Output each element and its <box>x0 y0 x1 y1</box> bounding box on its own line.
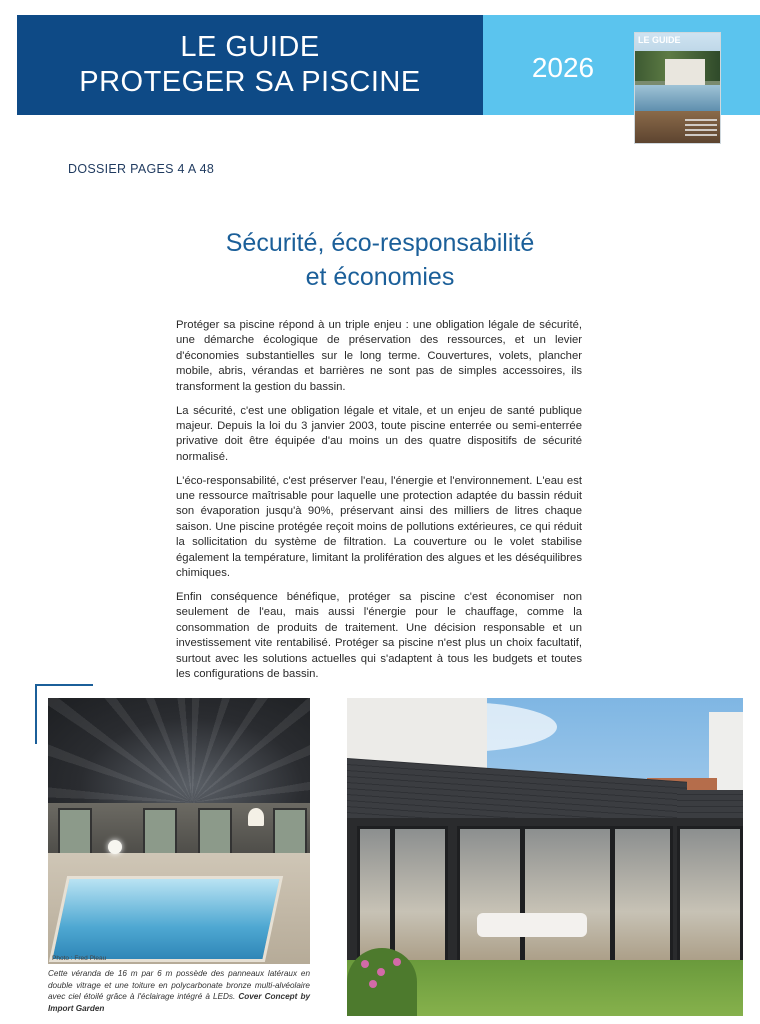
cover-text-lines <box>685 119 717 139</box>
photo-caption <box>48 968 310 1014</box>
magazine-cover-thumbnail[interactable] <box>634 32 721 144</box>
veranda-pool-photo <box>48 698 310 964</box>
dossier-label: DOSSIER PAGES 4 A 48 <box>68 162 215 176</box>
caption-brand: Cover Concept by Import Garden <box>48 992 310 1013</box>
article-title-line1: Sécurité, éco-responsabilité <box>225 229 535 257</box>
paragraph: Protéger sa piscine répond à un triple enjeu : une obligation légale de sécurité, une démarche écologique de préservation des ressources, et un levier d'économies substantielles sur le long terme. Couvertures, volets, plancher mobile, abris, vérandas et barrières ne sont pas de simples accessoires, ils transforment la gestion du bassin. <box>176 319 582 393</box>
cover-title: LE GUIDE <box>638 35 681 45</box>
article-body <box>176 318 582 691</box>
caption-text: Cette véranda de 16 m par 6 m possède des panneaux latéraux en double vitrage et une toiture en polycarbonate bronze multi-alvéolaire avec ciel étoilé grâce à l'éclairage intégré à LEDs. <box>48 969 310 1001</box>
photo-credit: Photo : Fred Pleau <box>52 955 107 962</box>
header-title-line2: PROTEGER SA PISCINE <box>79 66 421 98</box>
article-title-line2: et économies <box>305 263 455 291</box>
decorative-corner-line <box>35 684 93 686</box>
paragraph: Enfin conséquence bénéfique, protéger sa piscine c'est économiser non seulement de l'eau, mais aussi l'énergie pour le chauffage, comme la consommation de produits de traitement. Une décision responsable et un investissement vite rentabilisé. Protéger sa piscine n'est plus un choix facultatif, surtout avec les solutions actuelles qui s'adaptent à tous les budgets et toutes les configurations de bassin. <box>176 591 582 681</box>
paragraph: La sécurité, c'est une obligation légale et vitale, et un enjeu de santé publique majeur. Depuis la loi du 3 janvier 2003, toute piscine enterrée ou semi-enterrée privative doit être équipée d'au moins un des quatre dispositifs de sécurité normalisé. <box>176 404 582 463</box>
modern-house-photo <box>347 698 743 1016</box>
header-title-line1: LE GUIDE <box>180 31 320 63</box>
article-title <box>170 226 590 294</box>
decorative-corner-line <box>35 684 37 744</box>
header-year: 2026 <box>531 52 595 83</box>
paragraph: L'éco-responsabilité, c'est préserver l'eau, l'énergie et l'environnement. L'eau est une ressource maîtrisable pour laquelle une protection adaptée du bassin réduit son évaporation jusqu'à 90%, préservant ainsi des milliers de litres chaque saison. Une piscine protégée reçoit moins de pollutions extérieures, ce qui réduit la sollicitation du système de filtration. La couverture ou le volet stabilise également la température, limitant la prolifération des algues et les déséquilibres chimiques. <box>176 474 582 580</box>
header-banner <box>17 15 483 115</box>
